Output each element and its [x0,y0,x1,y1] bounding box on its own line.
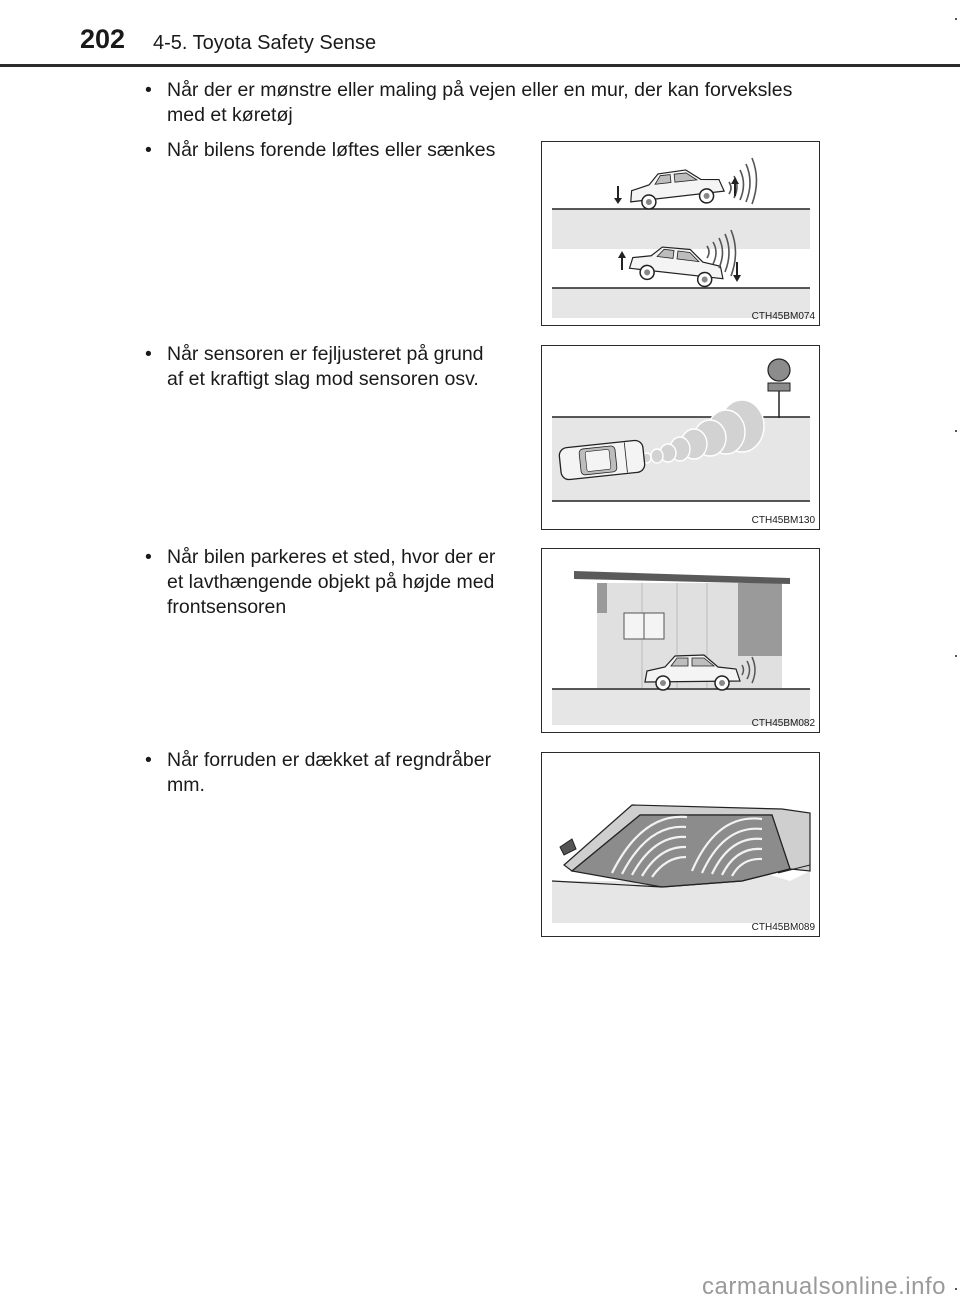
low-hanging-object-illustration [542,549,820,733]
edge-tick [955,1288,957,1290]
bullet-dot: • [145,139,152,161]
header-divider [0,64,960,67]
bullet-text-line: frontsensoren [167,596,287,618]
section-title: 4-5. Toyota Safety Sense [153,32,377,54]
bullet-dot: • [145,79,152,101]
figure-code: CTH45BM074 [751,311,815,322]
list-item [145,138,519,163]
page-number: 202 [80,24,126,54]
figure-rain-windshield [541,752,820,937]
misaligned-sensor-illustration [542,346,820,530]
rain-windshield-illustration [542,753,820,937]
bullet-text-line: et lavthængende objekt på højde med [167,571,495,593]
figure-code: CTH45BM089 [751,922,815,933]
bullet-text-line: Når bilens forende løftes eller sænkes [167,139,496,161]
bullet-dot: • [145,749,152,771]
bullet-dot: • [145,343,152,365]
bullet-dot: • [145,546,152,568]
list-item [145,545,519,620]
figure-car-tilt [541,141,820,326]
list-item [145,748,519,798]
figure-code: CTH45BM130 [751,515,815,526]
edge-tick [955,655,957,657]
list-item [145,342,519,392]
bullet-text-line: mm. [167,774,205,796]
bullet-text-line: Når bilen parkeres et sted, hvor der er [167,546,496,568]
figure-sensor-misaligned [541,345,820,530]
bullet-text-line: Når forruden er dækket af regndråber [167,749,492,771]
edge-tick [955,430,957,432]
intro-bullet-line: Når der er mønstre eller maling på vejen eller en mur, der kan forveksles [167,79,793,101]
page-header [0,0,960,66]
figure-low-hanging-object [541,548,820,733]
watermark: carmanualsonline.info [702,1273,946,1300]
intro-bullet-line: med et køretøj [167,104,293,126]
bullet-text-line: af et kraftigt slag mod sensoren osv. [167,368,479,390]
edge-tick [955,18,957,20]
bullet-text-line: Når sensoren er fejljusteret på grund [167,343,484,365]
car-tilt-illustration [542,142,820,326]
intro-bullet [145,78,847,128]
figure-code: CTH45BM082 [751,718,815,729]
